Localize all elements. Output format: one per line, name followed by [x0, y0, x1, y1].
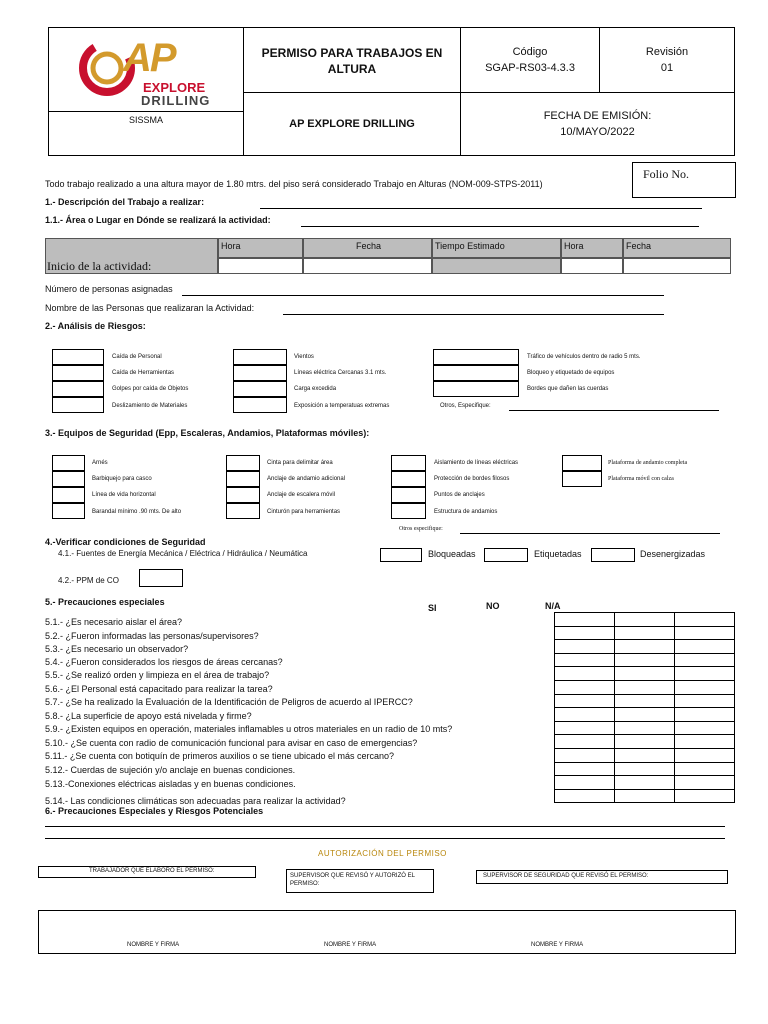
equipment-checkbox[interactable]: [226, 471, 260, 487]
answer-si-cell[interactable]: [554, 626, 615, 641]
col-tiempo: Tiempo Estimado: [432, 238, 561, 258]
authorization-title: AUTORIZACIÓN DEL PERMISO: [318, 849, 447, 858]
worker-label: TRABAJADOR QUE ELABORÓ EL PERMISO:: [89, 868, 215, 874]
section-1-1-title: 1.1.- Área o Lugar en Dónde se realizará la actividad:: [45, 215, 271, 225]
end-hora-cell[interactable]: [561, 258, 623, 274]
answer-si-cell[interactable]: [554, 653, 615, 668]
code-value: SGAP-RS03-4.3.3: [485, 62, 575, 74]
code-block: [461, 28, 599, 92]
equipment-checkbox[interactable]: [52, 455, 85, 471]
answer-no-cell[interactable]: [614, 789, 675, 804]
end-fecha-cell[interactable]: [623, 258, 731, 274]
answer-na-cell[interactable]: [674, 789, 735, 804]
worker-sign-label: NOMBRE Y FIRMA: [127, 942, 180, 948]
answer-na-cell[interactable]: [674, 748, 735, 763]
risk-checkbox[interactable]: [52, 365, 104, 381]
issue-date-label: FECHA DE EMISIÓN:: [543, 110, 652, 122]
equipment-label: Plataforma de andamio completa: [608, 460, 688, 466]
tagged-label: Etiquetadas: [534, 549, 582, 559]
answer-no-cell[interactable]: [614, 707, 675, 722]
answer-na-cell[interactable]: [674, 626, 735, 641]
equipment-checkbox[interactable]: [52, 487, 85, 503]
answer-si-cell[interactable]: [554, 734, 615, 749]
section-4-2-label: 4.2.- PPM de CO: [58, 576, 119, 585]
risk-checkbox[interactable]: [433, 381, 519, 397]
activity-start-label: Inicio de la actividad:: [47, 259, 152, 273]
precaution-question: 5.6.- ¿El Personal está capacitado para realizar la tarea?: [45, 684, 273, 694]
code-label: Código: [512, 46, 548, 58]
equipment-checkbox[interactable]: [226, 487, 260, 503]
col-hora2: Hora: [561, 238, 623, 258]
equipment-other-field[interactable]: [460, 525, 720, 534]
start-hora-cell[interactable]: [218, 258, 303, 274]
answer-no-cell[interactable]: [614, 762, 675, 777]
section-2-title: 2.- Análisis de Riesgos:: [45, 321, 146, 331]
equipment-label: Cinta para delimitar área: [267, 460, 333, 466]
risk-checkbox[interactable]: [233, 365, 287, 381]
equipment-label: Línea de vida horizontal: [92, 492, 156, 498]
answer-si-cell[interactable]: [554, 775, 615, 790]
risk-label: Bordes que dañen las cuerdas: [527, 386, 609, 392]
answer-si-cell[interactable]: [554, 789, 615, 804]
equipment-checkbox[interactable]: [226, 503, 260, 519]
equipment-checkbox[interactable]: [562, 471, 602, 487]
precaution-question: 5.7.- ¿Se ha realizado la Evaluación de la Identificación de Peligros de acuerdo al IPERCC?: [45, 697, 413, 707]
equipment-checkbox[interactable]: [562, 455, 602, 471]
persons-count-label: Número de personas asignadas: [45, 284, 173, 294]
answer-na-cell[interactable]: [674, 707, 735, 722]
persons-names-label: Nombre de las Personas que realizaran la Actividad:: [45, 303, 255, 313]
answer-no-cell[interactable]: [614, 612, 675, 627]
risk-label: Tráfico de vehículos dentro de radio 5 mts.: [527, 354, 641, 360]
equipment-checkbox[interactable]: [52, 503, 85, 519]
answer-si-cell[interactable]: [554, 721, 615, 736]
col-fecha2: Fecha: [623, 238, 731, 258]
supervisor-box[interactable]: [286, 869, 434, 893]
equipment-checkbox[interactable]: [52, 471, 85, 487]
answer-si-cell[interactable]: [554, 612, 615, 627]
answer-si-cell[interactable]: [554, 748, 615, 763]
equipment-label: Protección de bordes filosos: [434, 476, 510, 482]
equipment-checkbox[interactable]: [226, 455, 260, 471]
answer-na-cell[interactable]: [674, 639, 735, 654]
folio-box[interactable]: [632, 162, 736, 198]
folio-label: Folio No.: [643, 167, 690, 181]
answer-na-cell[interactable]: [674, 734, 735, 749]
risk-label: Exposición a temperatuas extremas: [294, 403, 390, 409]
section-5-title: 5.- Precauciones especiales: [45, 597, 165, 607]
precaution-question: 5.1.- ¿Es necesario aislar el área?: [45, 617, 183, 627]
risk-checkbox[interactable]: [233, 349, 287, 365]
risk-label: Caída de Herramientas: [112, 370, 175, 376]
document-title: PERMISO PARA TRABAJOS EN ALTURA: [261, 46, 443, 76]
answer-no-cell[interactable]: [614, 694, 675, 709]
risk-other-label: Otros, Especifique:: [440, 403, 491, 409]
safety-sign-label: NOMBRE Y FIRMA: [531, 942, 584, 948]
equipment-checkbox[interactable]: [391, 471, 426, 487]
answer-si-cell[interactable]: [554, 762, 615, 777]
company-name: AP EXPLORE DRILLING: [289, 118, 415, 130]
section-3-title: 3.- Equipos de Seguridad (Epp, Escaleras, Andamios, Plataformas móviles):: [45, 428, 370, 438]
answer-no-cell[interactable]: [614, 734, 675, 749]
equipment-checkbox[interactable]: [391, 503, 426, 519]
answer-no-cell[interactable]: [614, 639, 675, 654]
risk-other-field[interactable]: [509, 402, 719, 411]
answer-no-cell[interactable]: [614, 666, 675, 681]
persons-names-field[interactable]: [283, 304, 664, 315]
logo-drilling: DRILLING: [141, 93, 211, 108]
risk-checkbox[interactable]: [52, 397, 104, 413]
precaution-question: 5.12.- Cuerdas de sujeción y/o anclaje en buenas condiciones.: [45, 765, 296, 775]
answer-si-cell[interactable]: [554, 680, 615, 695]
ppm-co-field[interactable]: [139, 569, 183, 587]
persons-count-field[interactable]: [182, 285, 664, 296]
answer-no-cell[interactable]: [614, 721, 675, 736]
risk-checkbox[interactable]: [233, 381, 287, 397]
risk-checkbox[interactable]: [233, 397, 287, 413]
risk-label: Bloqueo y etiquetado de equipos: [527, 370, 615, 376]
risk-label: Líneas eléctrica Cercanas 3.1 mts.: [294, 370, 387, 376]
precaution-question: 5.4.- ¿Fueron considerados los riesgos de áreas cercanas?: [45, 657, 283, 667]
risk-label: Carga excedida: [294, 386, 337, 392]
tiempo-cell[interactable]: [432, 258, 561, 274]
equipment-label: Arnés: [92, 460, 108, 466]
precaution-question: 5.13.-Conexiones eléctricas aisladas y en buenas condiciones.: [45, 779, 296, 789]
col-na: N/A: [545, 601, 561, 611]
company-logo: [79, 36, 219, 108]
answer-na-cell[interactable]: [674, 721, 735, 736]
precaution-question: 5.10.- ¿Se cuenta con radio de comunicación funcional para avisar en caso de emergencias?: [45, 738, 418, 748]
answer-no-cell[interactable]: [614, 680, 675, 695]
risk-label: Caída de Personal: [112, 354, 162, 360]
answer-no-cell[interactable]: [614, 653, 675, 668]
equipment-label: Puntos de anclajes: [434, 492, 485, 498]
supervisor-label: SUPERVISOR QUE REVISÓ Y AUTORIZÓ EL PERMISO:: [290, 873, 415, 887]
risk-checkbox[interactable]: [52, 381, 104, 397]
equipment-label: Estructura de andamios: [434, 509, 498, 515]
col-no: NO: [486, 601, 500, 611]
issue-date-block: [461, 93, 734, 155]
answer-na-cell[interactable]: [674, 653, 735, 668]
tagged-checkbox[interactable]: [484, 548, 528, 562]
precaution-question: 5.2.- ¿Fueron informadas las personas/supervisores?: [45, 631, 259, 641]
equipment-label: Anclaje de escalera móvil: [267, 492, 336, 498]
risk-label: Deslizamiento de Materiales: [112, 403, 188, 409]
revision-value: 01: [660, 62, 674, 74]
section-6-title: 6.- Precauciones Especiales y Riesgos Potenciales: [45, 806, 264, 816]
answer-na-cell[interactable]: [674, 775, 735, 790]
equipment-other-label: Otros especifique:: [399, 526, 443, 532]
risk-checkbox[interactable]: [52, 349, 104, 365]
blocked-label: Bloqueadas: [428, 549, 476, 559]
safety-label: SUPERVISOR DE SEGURIDAD QUE REVISÓ EL PERMISO:: [483, 873, 649, 879]
supervisor-sign-label: NOMBRE Y FIRMA: [324, 942, 377, 948]
answer-na-cell[interactable]: [674, 694, 735, 709]
blocked-checkbox[interactable]: [380, 548, 422, 562]
col-fecha: [303, 238, 432, 258]
section-4-1-label: 4.1.- Fuentes de Energía Mecánica / Eléctrica / Hidráulica / Neumática: [58, 549, 308, 558]
risk-checkbox[interactable]: [433, 365, 519, 381]
precautions-line-1[interactable]: [45, 818, 725, 827]
answer-si-cell[interactable]: [554, 666, 615, 681]
risk-label: Vientos: [294, 354, 314, 360]
col-si: SI: [428, 603, 437, 613]
precaution-question: 5.11.- ¿Se cuenta con botiquín de primeros auxilios o se tiene ubicado el más cercano?: [45, 751, 395, 761]
col-hora: Hora: [218, 238, 303, 258]
equipment-label: Anclaje de andamio adicional: [267, 476, 346, 482]
revision-block: [600, 28, 734, 92]
equipment-label: Cinturón para herramientas: [267, 509, 341, 515]
worker-box[interactable]: [38, 866, 256, 878]
risk-label: Golpes por caída de Objetos: [112, 386, 189, 392]
answer-si-cell[interactable]: [554, 694, 615, 709]
logo-explore: EXPLORE: [143, 80, 206, 95]
answer-na-cell[interactable]: [674, 666, 735, 681]
issue-date-value: 10/MAYO/2022: [560, 126, 635, 138]
signature-box[interactable]: [38, 910, 736, 954]
answer-si-cell[interactable]: [554, 639, 615, 654]
section-1-title: 1.- Descripción del Trabajo a realizar:: [45, 197, 205, 207]
risk-checkbox[interactable]: [433, 349, 519, 365]
revision-label: Revisión: [645, 46, 689, 58]
precautions-line-2[interactable]: [45, 830, 725, 839]
answer-no-cell[interactable]: [614, 748, 675, 763]
document-header: [48, 27, 735, 156]
answer-si-cell[interactable]: [554, 707, 615, 722]
work-description-field[interactable]: [260, 198, 702, 209]
answer-no-cell[interactable]: [614, 775, 675, 790]
equipment-label: Barandal mínimo .90 mts. De alto: [92, 509, 182, 515]
precaution-question: 5.3.- ¿Es necesario un observador?: [45, 644, 189, 654]
activity-row-label: [45, 238, 218, 274]
equipment-label: Aislamiento de líneas eléctricas: [434, 460, 519, 466]
col-fecha-label: Fecha: [355, 241, 381, 251]
answer-na-cell[interactable]: [674, 612, 735, 627]
equipment-label: Barbiquejo para casco: [92, 476, 152, 482]
precaution-question: 5.9.- ¿Existen equipos en operación, materiales inflamables u otros materiales en un radio de 10 mts?: [45, 724, 453, 734]
equipment-checkbox[interactable]: [391, 455, 426, 471]
intro-text: Todo trabajo realizado a una altura mayor de 1.80 mtrs. del piso será considerado Trabajo en Alturas (NOM-009-STPS-2011): [45, 179, 543, 189]
logo-ap: AP: [123, 36, 175, 80]
precaution-question: 5.14.- Las condiciones climáticas son adecuadas para realizar la actividad?: [45, 796, 346, 806]
equipment-checkbox[interactable]: [391, 487, 426, 503]
equipment-label: Plataforma móvil con calza: [608, 476, 674, 482]
sissma-label: SISSMA: [128, 115, 163, 125]
start-fecha-cell[interactable]: [303, 258, 432, 274]
answer-no-cell[interactable]: [614, 626, 675, 641]
area-field[interactable]: [301, 216, 699, 227]
deenergized-checkbox[interactable]: [591, 548, 635, 562]
safety-box[interactable]: [476, 870, 728, 884]
section-4-title: 4.-Verificar condiciones de Seguridad: [45, 537, 206, 547]
answer-na-cell[interactable]: [674, 762, 735, 777]
answer-na-cell[interactable]: [674, 680, 735, 695]
precaution-question: 5.8.- ¿La superficie de apoyo está nivelada y firme?: [45, 711, 252, 721]
deenergized-label: Desenergizadas: [640, 549, 706, 559]
precaution-question: 5.5.- ¿Se realizó orden y limpieza en el área de trabajo?: [45, 670, 270, 680]
